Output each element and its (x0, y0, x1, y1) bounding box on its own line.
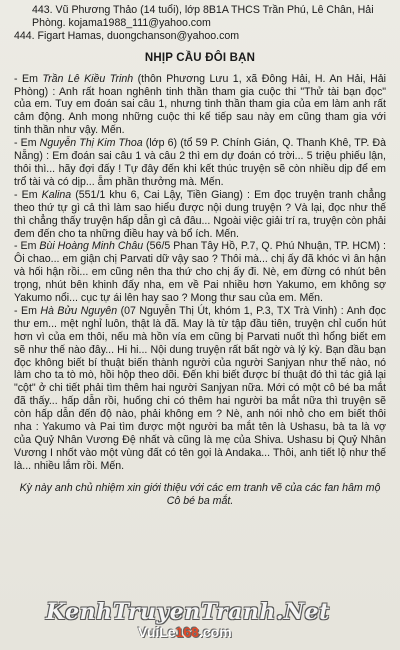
logo-mid: 168 (175, 624, 199, 640)
closing-note: Kỳ này anh chủ nhiệm xin giới thiệu với các em tranh vẽ của các fan hâm mộ Cô bé ba mắt. (19, 481, 381, 507)
reader-name: Kalina (41, 188, 72, 201)
letter-prefix: - Em (14, 188, 42, 201)
letter-item (14, 189, 386, 241)
letter-item (14, 240, 386, 305)
letter-body: (07 Nguyễn Thị Út, khóm 1, P.3, TX Trà Vinh) : Anh đọc thư em... mệt nghỉ luôn, thật là đã. May là từ tập đầu tiên, truyện chỉ cuốn hút hơn vì của em thôi, nếu mà hồn vía em cũng bị Parvati nuốt thì hổng biết em sẽ như thế nào đây... Hi hi... Nội dung truyện rất bất ngờ và lý kỳ. Bạn đầu bạn đọc không biết bí thuật biến thành người của người Sanjyan như thế nào, nó làm cho ta tò mò, hồi hộp theo dõi. Đến khi biết được bí thuật đó thì tác giả lại "cột" ở chi tiết phải tìm thêm hai người Sanjyan nữa. Mới có một cô bé ba mắt đã thấy... hấp dẫn rồi, huống chi có thêm hai người ba mắt nữa thì truyện sẽ còn hấp dẫn đến độ nào, phải không em ? Nè, anh nói nhỏ cho em biết thôi nha : Yakumo và Pai tìm được một người ba mắt tên là Ushasu, bà ta là vợ của Quỷ Nhân Vương Đệ nhất và cũng là mẹ của Shiva. Ushasu bị Quỷ Nhân Vương I nhốt vào một vùng đất có tên gọi là Andaka... Thôi, anh tiết lộ như thế là... nhiều lắm rồi. Mến. (14, 304, 386, 472)
logo-right: .com (198, 624, 232, 640)
reader-name: Bùi Hoàng Minh Châu (39, 240, 144, 253)
reader-entry-444: 444. Figart Hamas, duongchanson@yahoo.com (14, 29, 240, 42)
section-title: NHỊP CẦU ĐÔI BẠN (144, 51, 256, 64)
watermark (0, 599, 400, 646)
letter-prefix: - Em (14, 304, 41, 317)
letter-body: (lớp 6) (tổ 59 P. Chính Gián, Q. Thanh Khê, TP. Đà Nẵng) : Em đoán sai câu 1 và câu 2 thì em dự đoán có trời... 5 triệu phiếu lận, thôi thì... hãy đợi đấy ! Tự đây đến khi kết thúc truyện sẽ còn nhiều dịp để em trổ tài và có dịp... ẵm phần thưởng mà. Mến. (14, 137, 386, 188)
letter-item (14, 305, 386, 473)
letter-item (14, 137, 386, 189)
letter-body: (56/5 Phan Tây Hồ, P.7, Q. Phú Nhuận, TP. HCM) : Ôi chao... em giận chị Parvati dữ vậy sao ? Thôi mà... chị ấy đã khóc vì ân hận và hối hận rồi... em cũng nên tha thứ cho chị ấy đi. Nè, em đừng có nhút bên trọng, nhút bên khinh đấy nha, em về Pai nhiều hơn Yakumo, em không sợ Yakumo nổi... cục tự ái lên hay sao ? Mong thư sau của em. Mến. (14, 240, 386, 305)
letter-prefix: - Em (14, 240, 40, 253)
logo-left: VuiLe (138, 624, 176, 640)
letter-item (14, 73, 386, 138)
reader-name: Trần Lê Kiều Trinh (42, 72, 134, 85)
letter-prefix: - Em (14, 137, 40, 150)
letter-body: (551/1 khu 6, Cai Lậy, Tiền Giang) : Em đọc truyện tranh chẳng theo thứ tự gì cả thì làm sao hiểu được nội dung truyện ? Và lại, đọc như thế thì chẳng thấy truyện hấp dẫn gì cả đâu... Ngoài việc giải trí ra, truyện còn phải đem đến cho ta những điều hay và bổ ích. Mến. (14, 188, 386, 240)
reader-entry-443: 443. Vũ Phương Thảo (14 tuổi), lớp 8B1A THCS Trần Phú, Lê Chân, Hải Phòng. kojama1988_111@yahoo.com (32, 4, 374, 29)
letters-list (14, 73, 386, 473)
watermark-site-text: KenhTruyenTranh.Net (46, 599, 330, 625)
reader-name: Hà Bửu Nguyên (40, 304, 118, 317)
reader-name: Nguyễn Thị Kim Thoa (39, 137, 143, 150)
letter-body: (thôn Phương Lưu 1, xã Đông Hải, H. An Hải, Hải Phòng) : Anh rất hoan nghênh tinh thần tham gia cuộc thi "Thử tài bạn đọc" của em. Tuy em đoán sai câu 1, nhưng tinh thần tham gia của em làm anh rất cảm động. Anh mong những cuộc thi kế tiếp sau này em cũng tham gia với tinh thần như vậy. Mến. (14, 72, 386, 137)
letter-prefix: - Em (14, 72, 43, 85)
watermark-logo (138, 626, 232, 639)
